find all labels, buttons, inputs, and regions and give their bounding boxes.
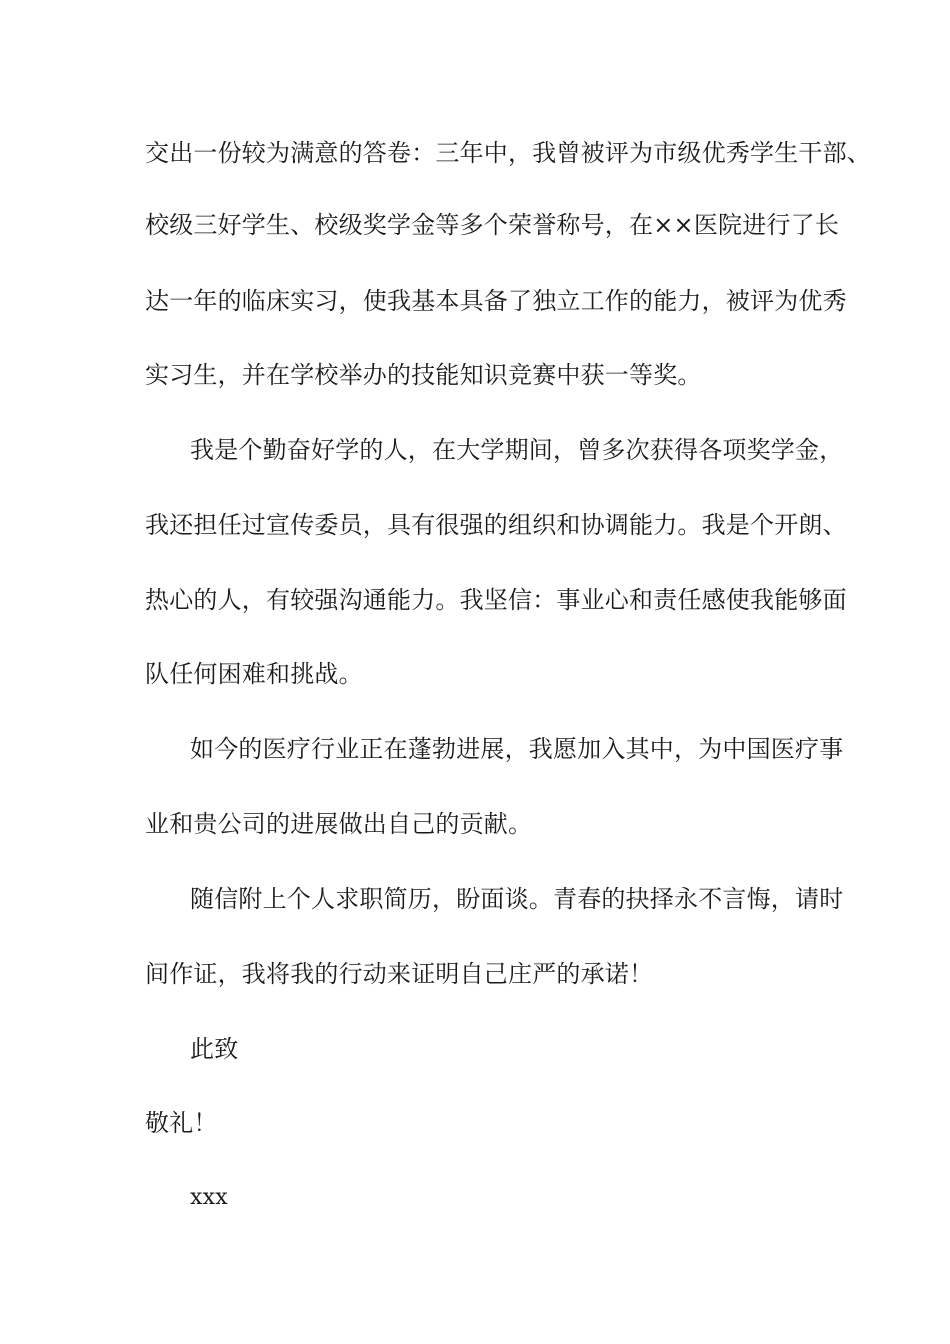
closing-regards: 敬礼！ [145,1109,218,1137]
paragraph-line: 间作证，我将我的行动来证明自己庄严的承诺！ [145,960,654,988]
closing-salutation: 此致 [190,1035,239,1063]
paragraph-line: 交出一份较为满意的答卷：三年中，我曾被评为市级优秀学生干部、 [145,139,871,167]
paragraph-line: 业和贵公司的进展做出自己的贡献。 [145,810,533,838]
paragraph-line: 热心的人，有较强沟通能力。我坚信：事业心和责任感使我能够面 [145,586,847,614]
signature: xxx [190,1185,228,1210]
paragraph-line: 队任何困难和挑战。 [145,660,363,688]
paragraph-line: 达一年的临床实习，使我基本具备了独立工作的能力，被评为优秀 [145,287,847,315]
paragraph-line: 随信附上个人求职简历，盼面谈。青春的抉择永不言悔，请时 [190,885,844,913]
paragraph-line: 校级三好学生、校级奖学金等多个荣誉称号，在××医院进行了长 [145,211,840,239]
paragraph-line: 我是个勤奋好学的人，在大学期间，曾多次获得各项奖学金， [190,436,844,464]
paragraph-line: 我还担任过宣传委员，具有很强的组织和协调能力。我是个开朗、 [145,511,847,539]
paragraph-line: 实习生，并在学校举办的技能知识竞赛中获一等奖。 [145,361,702,389]
paragraph-line: 如今的医疗行业正在蓬勃进展，我愿加入其中，为中国医疗事 [190,735,844,763]
